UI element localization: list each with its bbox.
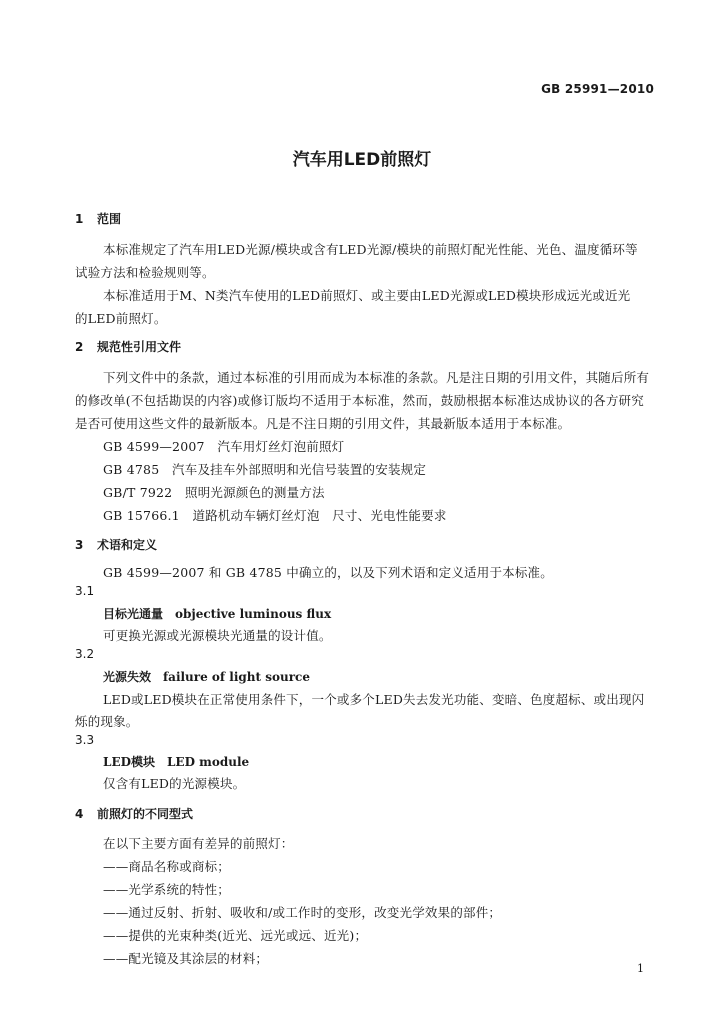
paragraph-line: 下列文件中的条款，通过本标准的引用而成为本标准的条款。凡是注日期的引用文件，其随后所有	[103, 370, 650, 385]
list-item: ——商品名称或商标；	[103, 859, 231, 874]
term-name: 光源失效 failure of light source	[103, 670, 310, 684]
section-heading-4	[75, 805, 193, 822]
reference-item: GB/T 7922 照明光源颜色的测量方法	[103, 485, 325, 500]
term-definition: 仅含有LED的光源模块。	[103, 776, 246, 791]
section-number: 2	[75, 340, 84, 354]
list-item: ——通过反射、折射、吸收和/或工作时的变形，改变光学效果的部件；	[103, 905, 502, 920]
paragraph-line: 的LED前照灯。	[75, 311, 167, 326]
section-number: 3	[75, 538, 84, 552]
reference-item: GB 4599—2007 汽车用灯丝灯泡前照灯	[103, 439, 345, 454]
paragraph-line: GB 4599—2007 和 GB 4785 中确立的，以及下列术语和定义适用于本标准。	[103, 565, 553, 580]
paragraph-line: 在以下主要方面有差异的前照灯：	[103, 836, 294, 851]
paragraph-line: 是否可使用这些文件的最新版本。凡是不注日期的引用文件，其最新版本适用于本标准。	[75, 416, 571, 431]
reference-item: GB 4785 汽车及挂车外部照明和光信号装置的安装规定	[103, 462, 427, 477]
section-title: 前照灯的不同型式	[97, 807, 194, 821]
paragraph-line: 本标准适用于M、N类汽车使用的LED前照灯、或主要由LED光源或LED模块形成远光或近光	[103, 288, 631, 303]
term-name: LED模块 LED module	[103, 755, 250, 769]
document-title: 汽车用LED前照灯	[292, 150, 432, 170]
section-number: 4	[75, 807, 84, 821]
list-item: ——提供的光束种类(近光、远光或远、近光)；	[103, 928, 368, 943]
list-item: ——配光镜及其涂层的材料；	[103, 951, 269, 966]
section-title: 术语和定义	[97, 538, 158, 552]
term-name: 目标光通量 objective luminous flux	[103, 607, 332, 621]
reference-item: GB 15766.1 道路机动车辆灯丝灯泡 尺寸、光电性能要求	[103, 508, 447, 523]
section-heading-1	[75, 210, 121, 227]
section-title: 规范性引用文件	[97, 340, 182, 354]
section-title: 范围	[97, 212, 122, 226]
list-item: ——光学系统的特性；	[103, 882, 231, 897]
term-number: 3.3	[75, 733, 95, 747]
term-number: 3.1	[75, 584, 95, 598]
paragraph-line: 本标准规定了汽车用LED光源/模块或含有LED光源/模块的前照灯配光性能、光色、温度循环等	[103, 242, 638, 257]
term-definition: 可更换光源或光源模块光通量的设计值。	[103, 628, 332, 643]
section-number: 1	[75, 212, 84, 226]
paragraph-line: 试验方法和检验规则等。	[75, 265, 215, 280]
section-heading-2	[75, 338, 181, 355]
term-definition: LED或LED模块在正常使用条件下，一个或多个LED失去发光功能、变暗、色度超标、或出现闪	[103, 692, 645, 707]
section-heading-3	[75, 536, 157, 553]
term-number: 3.2	[75, 647, 95, 661]
term-definition: 烁的现象。	[75, 714, 139, 729]
page-number: 1	[637, 962, 644, 975]
paragraph-line: 的修改单(不包括勘误的内容)或修订版均不适用于本标准，然而，鼓励根据本标准达成协议的各方研究	[75, 393, 644, 408]
standard-code: GB 25991—2010	[541, 82, 654, 96]
